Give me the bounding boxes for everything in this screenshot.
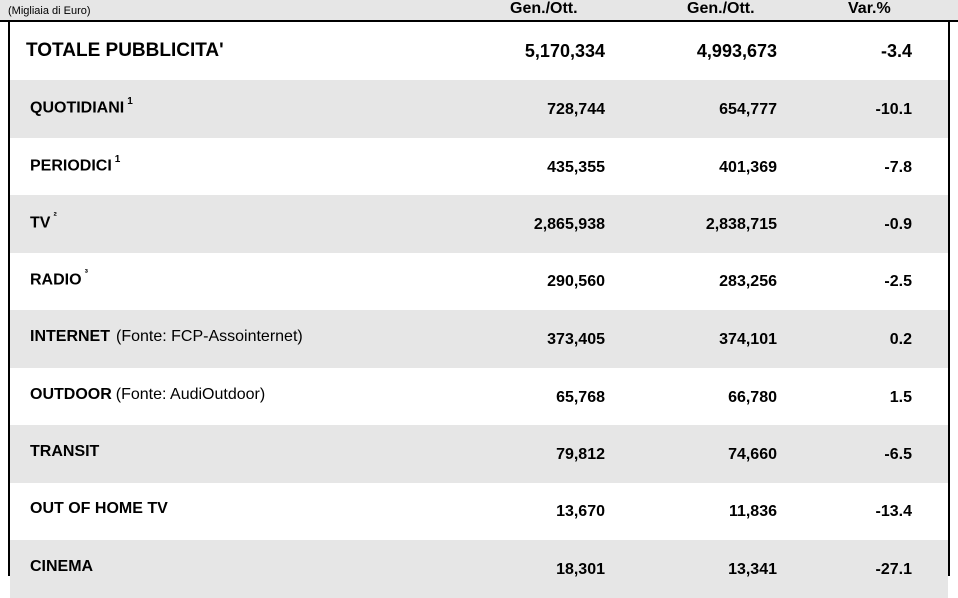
table-row: [10, 482, 948, 540]
source-note: (Fonte: FCP-Assointernet): [116, 328, 303, 345]
footnote-marker: ²: [53, 211, 57, 222]
row-variation: -27.1: [875, 561, 912, 578]
table-header: [0, 0, 958, 22]
row-variation: -6.5: [884, 446, 912, 463]
row-variation: -2.5: [884, 273, 912, 290]
unit-label: (Migliaia di Euro): [8, 5, 91, 17]
row-value-previous: 654,777: [719, 101, 777, 118]
table-row: [10, 252, 948, 310]
row-variation: 1.5: [889, 389, 912, 406]
header-variation: Var.%: [848, 0, 891, 17]
footnote-marker: 1: [114, 154, 121, 165]
row-value-previous: 74,660: [728, 446, 777, 463]
header-period-current: Gen./Ott.: [510, 0, 578, 17]
table-row: [10, 138, 948, 196]
row-label: RADIO $^{^3}$: [30, 268, 88, 289]
row-label: OUTDOOR (Fonte: AudiOutdoor): [30, 386, 266, 403]
row-label: QUOTIDIANI $^1$: [30, 96, 133, 117]
row-variation: -10.1: [875, 101, 912, 118]
row-value-previous: 4,993,673: [696, 41, 777, 61]
row-value-previous: 66,780: [728, 389, 777, 406]
row-value-previous: 2,838,715: [705, 216, 777, 233]
row-variation: -3.4: [880, 41, 912, 61]
row-value-previous: 13,341: [728, 561, 777, 578]
row-label: OUT OF HOME TV: [30, 500, 168, 517]
footnote-marker: 1: [127, 96, 133, 107]
table-row: [10, 80, 948, 138]
row-value-current: 65,768: [556, 389, 605, 406]
header-period-previous: Gen./Ott.: [687, 0, 755, 17]
row-label: CINEMA: [30, 558, 94, 575]
row-variation: 0.2: [889, 331, 912, 348]
row-label: TV $^{^2}$: [30, 211, 57, 232]
row-value-previous: 401,369: [719, 159, 777, 176]
row-label: INTERNET (Fonte: FCP-Assointernet): [30, 328, 303, 345]
row-value-current: 18,301: [556, 561, 605, 578]
table-row: [10, 425, 948, 483]
row-value-current: 728,744: [547, 101, 605, 118]
row-value-previous: 11,836: [728, 503, 777, 520]
table-row: [10, 368, 948, 426]
table-row: [10, 310, 948, 368]
row-label: TRANSIT: [30, 443, 100, 460]
row-value-current: 5,170,334: [524, 41, 605, 61]
row-value-current: 435,355: [547, 159, 605, 176]
row-value-current: 290,560: [547, 273, 605, 290]
row-variation: -13.4: [875, 503, 912, 520]
row-label: TOTALE PUBBLICITA': [26, 40, 224, 61]
row-variation: -7.8: [884, 159, 912, 176]
row-value-current: 13,670: [556, 503, 605, 520]
table-row-total: [10, 22, 948, 80]
footnote-marker: ³: [84, 268, 88, 279]
row-value-previous: 374,101: [719, 331, 777, 348]
row-value-current: 2,865,938: [533, 216, 605, 233]
row-variation: -0.9: [884, 216, 912, 233]
source-note: (Fonte: AudiOutdoor): [115, 386, 266, 403]
table-row: [10, 195, 948, 253]
table-row: [10, 540, 948, 598]
row-value-current: 373,405: [547, 331, 605, 348]
row-value-current: 79,812: [556, 446, 605, 463]
row-label: PERIODICI $^1$: [30, 154, 121, 175]
row-value-previous: 283,256: [719, 273, 777, 290]
